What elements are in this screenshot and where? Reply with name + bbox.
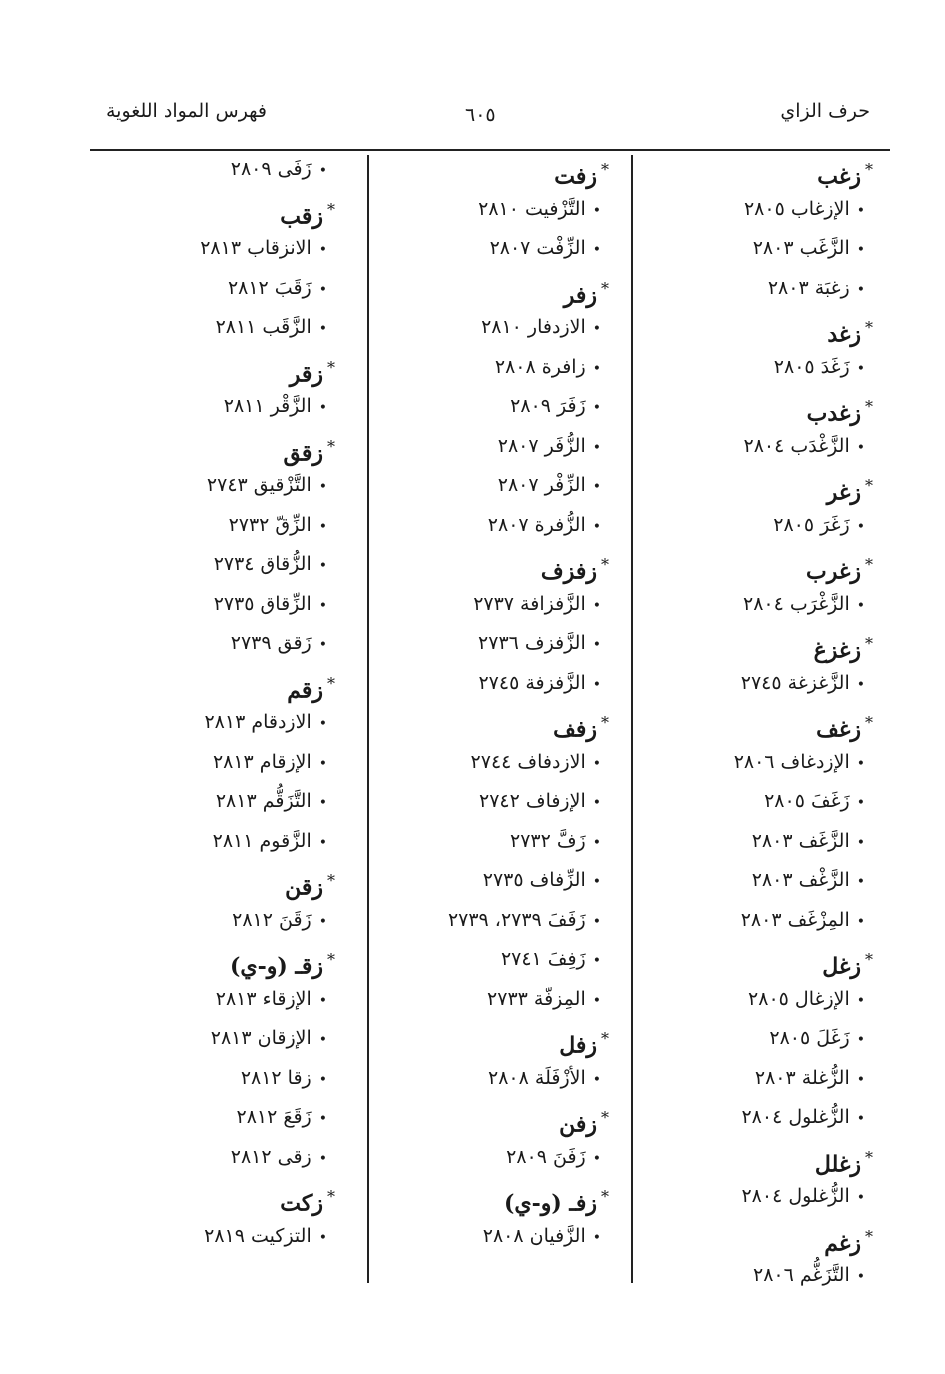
asterisk-icon: * [601, 713, 609, 732]
bullet-icon: • [856, 518, 865, 535]
bullet-icon: • [592, 400, 601, 416]
bullet-icon: • [318, 755, 327, 772]
root-heading [364, 269, 609, 309]
bullet-icon: • [318, 400, 327, 416]
word-label: الزِّقّ ٢٧٣٢ [228, 513, 312, 536]
word-label: المِزْغَف ٢٨٠٣ [740, 908, 850, 931]
root-label: زغف [816, 716, 861, 743]
bullet-icon: • [592, 597, 601, 614]
word-entry [364, 664, 609, 704]
word-label: الزَّغَف ٢٨٠٣ [751, 829, 850, 852]
word-entry [95, 229, 335, 269]
word-label: الزَّغزغة ٢٧٤٥ [740, 671, 850, 694]
word-label: التزكيت ٢٨١٩ [204, 1224, 312, 1247]
root-label: زفت [554, 163, 597, 190]
word-entry [364, 427, 609, 467]
root-label: زفل [559, 1032, 597, 1059]
bullet-icon: • [856, 676, 865, 693]
asterisk-icon: * [601, 1029, 609, 1048]
word-label: التَّزْفيت ٢٨١٠ [478, 197, 586, 220]
word-entry [364, 190, 609, 230]
bullet-icon: • [318, 163, 327, 179]
root-label: زقب [280, 202, 323, 229]
word-label: زَغَفَ ٢٨٠٥ [764, 790, 850, 812]
word-entry [364, 1138, 609, 1178]
word-label: الزِّفْر ٢٨٠٧ [497, 474, 586, 496]
word-entry [95, 901, 335, 941]
word-label: زَقَعَ ٢٨١٢ [236, 1106, 312, 1128]
word-entry [95, 782, 335, 822]
root-label: زفزف [540, 558, 597, 585]
root-label: زقر [289, 360, 323, 387]
bullet-icon: • [318, 1229, 327, 1246]
index-column-right [638, 150, 873, 1296]
word-label: الازدفاف ٢٧٤٤ [470, 750, 586, 773]
root-label: زكت [280, 1190, 323, 1217]
word-entry [95, 624, 335, 664]
root-label: زغم [824, 1229, 861, 1256]
word-label: الزَّفيان ٢٨٠٨ [482, 1224, 586, 1247]
bullet-icon: • [592, 1150, 601, 1167]
asterisk-icon: * [865, 950, 873, 969]
word-entry [95, 703, 335, 743]
word-label: التَّزْقيق ٢٧٤٣ [206, 474, 312, 496]
word-entry [638, 861, 873, 901]
word-label: الزَّقْر ٢٨١١ [223, 395, 312, 417]
word-label: الزُّقاق ٢٧٣٤ [213, 553, 312, 575]
asterisk-icon: * [865, 1226, 873, 1246]
bullet-icon: • [592, 479, 601, 495]
running-head-title: فهرس المواد اللغوية [106, 100, 268, 122]
asterisk-icon: * [327, 357, 335, 377]
asterisk-icon: * [865, 555, 873, 574]
word-entry [638, 427, 873, 467]
bullet-icon: • [318, 321, 327, 337]
bullet-icon: • [592, 360, 601, 377]
word-entry [638, 901, 873, 941]
word-label: زَفَّ ٢٧٣٢ [509, 829, 586, 852]
word-entry [95, 308, 335, 348]
bullet-icon: • [856, 202, 865, 219]
root-label: زغل [822, 953, 861, 980]
word-label: زَفَنَ ٢٨٠٩ [506, 1145, 586, 1168]
root-heading [95, 427, 335, 467]
word-entry [638, 1177, 873, 1217]
root-heading [638, 150, 873, 190]
word-label: زَفَرَ ٢٨٠٩ [510, 395, 586, 417]
word-entry [638, 229, 873, 269]
word-entry [638, 1059, 873, 1099]
root-heading [364, 703, 609, 743]
bullet-icon: • [318, 597, 327, 614]
bullet-icon: • [592, 439, 601, 456]
bullet-icon: • [592, 834, 601, 851]
word-entry [364, 229, 609, 269]
word-entry [638, 743, 873, 783]
root-heading [638, 308, 873, 348]
root-heading [638, 1217, 873, 1257]
bullet-icon: • [318, 992, 327, 1009]
root-label: زفن [559, 1111, 597, 1138]
index-column-middle [364, 150, 609, 1256]
asterisk-icon: * [865, 1147, 873, 1167]
asterisk-icon: * [327, 436, 335, 456]
index-column-left [95, 150, 335, 1256]
word-label: الزُّغلول ٢٨٠٤ [741, 1106, 850, 1128]
bullet-icon: • [592, 795, 601, 811]
word-entry [638, 506, 873, 546]
bullet-icon: • [318, 518, 327, 535]
bullet-icon: • [318, 1032, 327, 1048]
bullet-icon: • [318, 1111, 327, 1127]
word-label: الزِّفْت ٢٨٠٧ [489, 237, 586, 259]
word-entry [364, 585, 609, 625]
bullet-icon: • [856, 795, 865, 811]
root-label: زغر [826, 479, 861, 506]
asterisk-icon: * [327, 673, 335, 693]
word-label: زَغَرَ ٢٨٠٥ [773, 513, 850, 536]
bullet-icon: • [856, 834, 865, 851]
root-label: زقم [287, 676, 323, 703]
asterisk-icon: * [601, 1108, 609, 1127]
word-entry [364, 940, 609, 980]
bullet-icon: • [318, 1071, 327, 1088]
word-label: زقا ٢٨١٢ [240, 1066, 312, 1089]
root-heading [95, 664, 335, 704]
bullet-icon: • [592, 676, 601, 693]
bullet-icon: • [592, 321, 601, 337]
root-heading [638, 466, 873, 506]
word-label: زَغَدَ ٢٨٠٥ [773, 355, 850, 378]
word-entry [95, 1019, 335, 1059]
bullet-icon: • [592, 992, 601, 1009]
word-entry [638, 269, 873, 309]
root-heading [364, 1177, 609, 1217]
asterisk-icon: * [327, 950, 335, 969]
word-label: الإزقاء ٢٨١٣ [215, 987, 312, 1010]
root-heading [95, 940, 335, 980]
bullet-icon: • [318, 479, 327, 495]
word-label: الزِّقاق ٢٧٣٥ [213, 592, 312, 615]
root-heading [95, 861, 335, 901]
column-divider-right [631, 155, 633, 1283]
word-label: زافرة ٢٨٠٨ [494, 355, 586, 378]
word-entry [95, 466, 335, 506]
word-entry [95, 743, 335, 783]
word-entry [364, 466, 609, 506]
root-label: زغرب [806, 558, 861, 585]
word-label: الإزغاب ٢٨٠٥ [743, 197, 850, 220]
asterisk-icon: * [865, 713, 873, 732]
word-label: زَفِفَ ٢٧٤١ [500, 948, 586, 970]
bullet-icon: • [592, 242, 601, 258]
word-label: الزَّغْف ٢٨٠٣ [751, 869, 850, 891]
word-entry [364, 782, 609, 822]
word-entry [364, 901, 609, 941]
word-label: الزَّفزافة ٢٧٣٧ [473, 592, 586, 615]
root-label: زقـ (و-ي) [229, 953, 323, 980]
word-entry [364, 743, 609, 783]
word-entry [364, 1059, 609, 1099]
word-label: الازدقام ٢٨١٣ [204, 711, 312, 733]
asterisk-icon: * [865, 318, 873, 337]
word-entry [95, 150, 335, 190]
bullet-icon: • [856, 439, 865, 456]
word-entry [364, 506, 609, 546]
root-heading [364, 545, 609, 585]
bullet-icon: • [856, 874, 865, 890]
root-heading [638, 387, 873, 427]
word-label: الإزفاف ٢٧٤٢ [479, 790, 586, 812]
word-entry [95, 980, 335, 1020]
asterisk-icon: * [865, 634, 873, 653]
bullet-icon: • [318, 1150, 327, 1167]
root-heading [95, 1177, 335, 1217]
bullet-icon: • [856, 1111, 865, 1127]
root-label: زغد [827, 321, 861, 348]
word-entry [638, 1019, 873, 1059]
bullet-icon: • [592, 518, 601, 535]
bullet-icon: • [592, 637, 601, 653]
asterisk-icon: * [327, 199, 335, 219]
asterisk-icon: * [601, 555, 609, 574]
bullet-icon: • [592, 874, 601, 890]
word-label: الزَّقَب ٢٨١١ [215, 316, 312, 338]
bullet-icon: • [318, 913, 327, 930]
bullet-icon: • [318, 242, 327, 258]
root-label: زغزغ [813, 637, 861, 664]
word-entry [364, 308, 609, 348]
bullet-icon: • [592, 202, 601, 219]
word-label: زَقق ٢٧٣٩ [230, 632, 312, 654]
word-entry [638, 585, 873, 625]
word-label: الإزقان ٢٨١٣ [210, 1027, 312, 1049]
word-label: الأزْفَلَة ٢٨٠٨ [488, 1066, 586, 1089]
bullet-icon: • [592, 913, 601, 930]
word-label: الزِّفاف ٢٧٣٥ [482, 869, 586, 891]
root-heading [638, 545, 873, 585]
bullet-icon: • [856, 1032, 865, 1048]
word-label: زَفَفَ ٢٧٣٩، ٢٧٣٩ [447, 908, 586, 931]
word-entry [95, 545, 335, 585]
bullet-icon: • [318, 716, 327, 732]
word-label: الزَّقوم ٢٨١١ [212, 829, 312, 852]
word-entry [95, 1098, 335, 1138]
word-entry [638, 348, 873, 388]
word-label: الزُّفَر ٢٨٠٧ [497, 434, 586, 457]
bullet-icon: • [856, 913, 865, 930]
word-entry [364, 822, 609, 862]
root-heading [638, 703, 873, 743]
word-entry [364, 624, 609, 664]
word-entry [364, 980, 609, 1020]
root-heading [364, 1098, 609, 1138]
word-entry [638, 1256, 873, 1296]
word-entry [638, 980, 873, 1020]
bullet-icon: • [856, 1269, 865, 1285]
word-label: زَغَلَ ٢٨٠٥ [769, 1027, 850, 1049]
word-label: زَفَى ٢٨٠٩ [230, 158, 312, 180]
word-label: الزَّغْرَب ٢٨٠٤ [743, 592, 850, 615]
word-label: الإزغال ٢٨٠٥ [748, 987, 850, 1010]
root-heading [638, 624, 873, 664]
word-entry [95, 387, 335, 427]
asterisk-icon: * [601, 160, 609, 179]
bullet-icon: • [856, 242, 865, 258]
bullet-icon: • [592, 755, 601, 772]
asterisk-icon: * [865, 160, 873, 179]
bullet-icon: • [856, 281, 865, 298]
bullet-icon: • [856, 360, 865, 377]
word-entry [364, 861, 609, 901]
word-label: زغبَة ٢٨٠٣ [767, 276, 850, 299]
root-heading [638, 940, 873, 980]
root-label: زفر [563, 281, 597, 308]
word-entry [638, 1098, 873, 1138]
word-label: التَّزَغُّم ٢٨٠٦ [753, 1264, 850, 1286]
bullet-icon: • [856, 755, 865, 772]
word-label: الزَّغْدَب ٢٨٠٤ [743, 434, 850, 457]
bullet-icon: • [856, 1190, 865, 1206]
asterisk-icon: * [865, 476, 873, 495]
word-entry [638, 190, 873, 230]
bullet-icon: • [856, 597, 865, 614]
page-number: ٦٠٥ [465, 104, 496, 126]
word-label: الزُّغلة ٢٨٠٣ [754, 1066, 850, 1089]
root-heading [364, 1019, 609, 1059]
word-label: الزُّغلول ٢٨٠٤ [741, 1185, 850, 1207]
word-label: الزَّفزف ٢٧٣٦ [478, 632, 586, 654]
word-label: الازدفار ٢٨١٠ [481, 316, 586, 338]
root-label: زغدب [806, 400, 861, 427]
word-entry [95, 1217, 335, 1257]
word-entry [364, 1217, 609, 1257]
word-label: الانزقاب ٢٨١٣ [200, 237, 312, 259]
root-label: زغب [817, 163, 861, 190]
word-label: الزَّفزفة ٢٧٤٥ [478, 671, 586, 694]
word-entry [95, 1059, 335, 1099]
word-entry [638, 822, 873, 862]
asterisk-icon: * [327, 1187, 335, 1206]
word-label: الإزدغاف ٢٨٠٦ [733, 750, 850, 773]
running-head-section: حرف الزاي [780, 100, 870, 122]
bullet-icon: • [592, 953, 601, 969]
root-label: زقق [283, 439, 323, 466]
word-label: زَقَبَ ٢٨١٢ [227, 276, 312, 299]
bullet-icon: • [592, 1071, 601, 1088]
root-label: زقن [285, 874, 323, 901]
asterisk-icon: * [601, 278, 609, 298]
word-entry [95, 269, 335, 309]
bullet-icon: • [318, 281, 327, 298]
word-entry [364, 348, 609, 388]
word-label: زقى ٢٨١٢ [230, 1145, 312, 1168]
word-entry [638, 782, 873, 822]
bullet-icon: • [318, 558, 327, 574]
asterisk-icon: * [601, 1187, 609, 1206]
root-label: زغلل [814, 1150, 861, 1177]
bullet-icon: • [592, 1229, 601, 1246]
root-heading [95, 190, 335, 230]
bullet-icon: • [318, 834, 327, 851]
bullet-icon: • [856, 992, 865, 1009]
word-label: المِزفّة ٢٧٣٣ [487, 987, 586, 1010]
word-entry [95, 585, 335, 625]
asterisk-icon: * [865, 397, 873, 416]
root-label: زفـ (و-ي) [503, 1190, 597, 1217]
root-heading [364, 150, 609, 190]
word-entry [638, 664, 873, 704]
bullet-icon: • [318, 795, 327, 811]
word-entry [364, 387, 609, 427]
bullet-icon: • [856, 1071, 865, 1088]
word-label: الزُّفرة ٢٨٠٧ [487, 513, 586, 536]
root-heading [95, 348, 335, 388]
bullet-icon: • [318, 637, 327, 653]
word-label: التَّزَقُّم ٢٨١٣ [215, 790, 312, 812]
word-label: زَقَنَ ٢٨١٢ [232, 908, 312, 931]
word-entry [95, 1138, 335, 1178]
root-heading [638, 1138, 873, 1178]
word-label: الإزقام ٢٨١٣ [212, 750, 312, 773]
root-label: زفف [553, 716, 597, 743]
asterisk-icon: * [327, 871, 335, 890]
word-label: الزَّغَب ٢٨٠٣ [752, 237, 850, 259]
word-entry [95, 506, 335, 546]
word-entry [95, 822, 335, 862]
